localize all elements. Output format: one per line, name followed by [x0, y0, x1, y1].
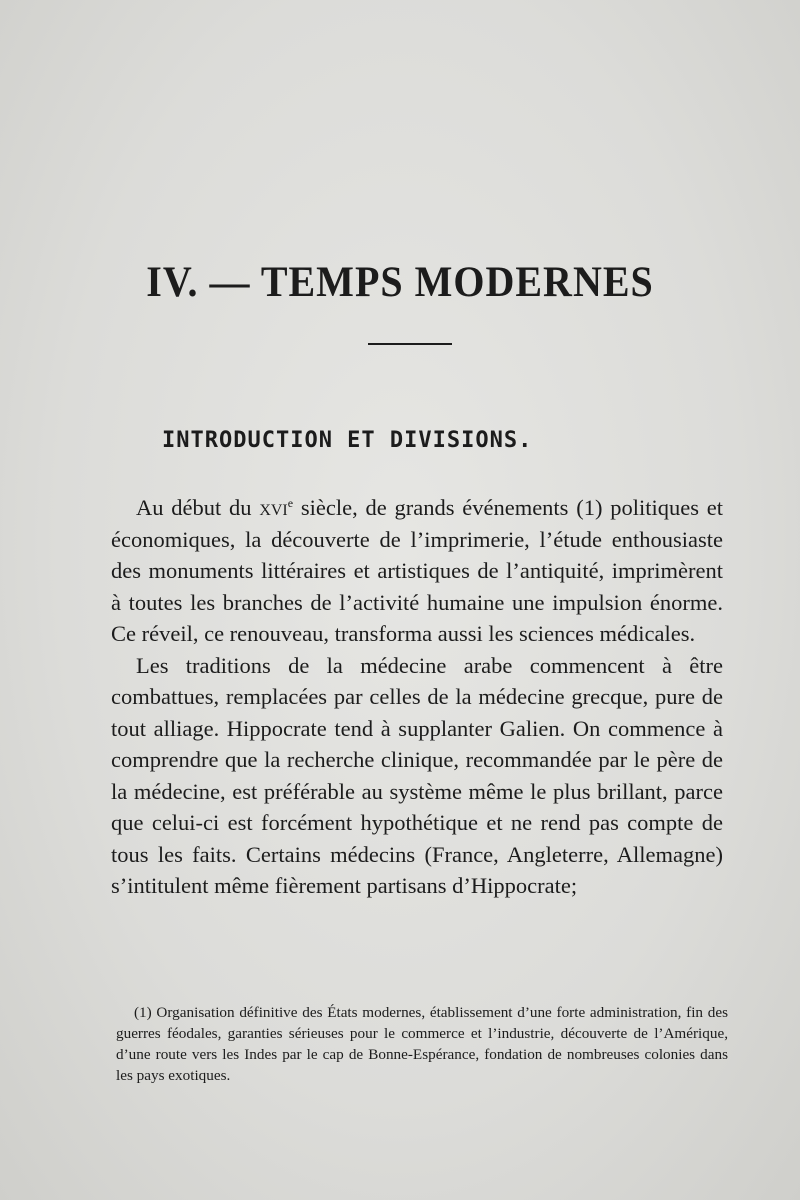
century-superscript: e [287, 496, 294, 510]
century-numeral: xvi [259, 495, 288, 520]
body-text [111, 488, 723, 902]
paragraph-1 [111, 488, 723, 650]
paragraph-2: Les traditions de la médecine arabe commencent à être combattues, remplacées par celles de la médecine grecque, pure de tout alliage. Hippocrate tend à supplanter Galien. On commence à comprendre que la recherche clinique, recommandée par le père de la médecine, est préférable au système même le plus brillant, parce que celui-ci est forcément hypothétique et ne rend pas compte de tous les faits. Certains médecins (France, Angleterre, Allemagne) s’intitulent même fièrement partisans d’Hippocrate; [111, 652, 723, 898]
footnote [116, 1002, 728, 1086]
paragraph-1-start: Au début du [136, 495, 260, 520]
section-heading: INTRODUCTION ET DIVISIONS. [162, 428, 533, 453]
paragraph-1-rest: siècle, de grands événements (1) politiques et économiques, la découverte de l’imprimerie, l’étude enthousiaste des monuments littéraires et artistiques de l’antiquité, imprimèrent à toutes les branches de l’activité humaine une impulsion énorme. Ce réveil, ce renouveau, transforma aussi les sciences médicales. [111, 495, 723, 646]
title-rule [368, 343, 452, 345]
chapter-title: IV. — TEMPS MODERNES [146, 257, 654, 306]
footnote-text: (1) Organisation définitive des États modernes, établissement d’une forte administration, fin des guerres féodales, garanties sérieuses pour le commerce et l’industrie, découverte de l’Amérique, d’une route vers les Indes par le cap de Bonne-Espérance, fondation de nombreuses colonies dans les pays exotiques. [116, 1004, 728, 1084]
